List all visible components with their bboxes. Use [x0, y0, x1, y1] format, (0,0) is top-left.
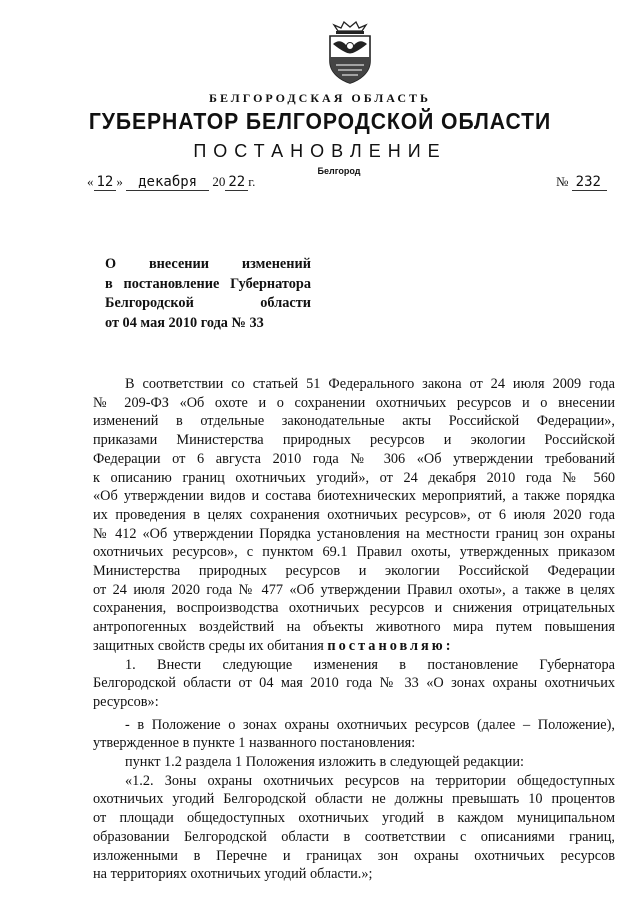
- title-line: Белгородской области: [105, 295, 311, 311]
- date-day: 12: [94, 174, 117, 191]
- body-line: Федерации от 6 августа 2010 года № 306 «Об утверждении требований: [93, 450, 615, 467]
- body-line: Белгородской области от 04 мая 2010 года № 33 «О зонах охраны охотничьих: [93, 675, 615, 692]
- body-line: от 24 июля 2020 года № 477 «Об утверждении Правил охоты», а также в целях: [93, 581, 615, 598]
- date-quote-open: «: [87, 174, 94, 189]
- body-line: на территориях охотничьих угодий области.»;: [93, 866, 373, 883]
- body-line: охотничьих ресурсов», с пунктом 69.1 Правил охоты, утвержденных приказом: [93, 544, 615, 561]
- body-line: № 209-ФЗ «Об охоте и о сохранении охотничьих ресурсов и о внесении: [93, 394, 615, 411]
- title-line: от 04 мая 2010 года № 33: [105, 314, 264, 331]
- date-year-suffix: 22: [225, 174, 248, 191]
- body-line: сохранения, воспроизводства охотничьих ресурсов и снижения отрицательных: [93, 600, 615, 617]
- date-quote-close: »: [116, 174, 123, 189]
- body-line: «Об утверждении видов и состава биотехнических мероприятий, а также порядка: [93, 488, 615, 505]
- coat-of-arms-emblem: [324, 21, 376, 85]
- region-name: БЕЛГОРОДСКАЯ ОБЛАСТЬ: [209, 91, 431, 105]
- issuing-authority: ГУБЕРНАТОР БЕЛГОРОДСКОЙ ОБЛАСТИ: [88, 108, 552, 134]
- document-type: ПОСТАНОВЛЕНИЕ: [193, 141, 447, 161]
- body-line: охотничьих угодий Белгородской области не должны превышать 10 процентов: [93, 791, 615, 808]
- body-line: ресурсов»:: [93, 693, 159, 710]
- body-line: В соответствии со статьей 51 Федерального закона от 24 июля 2009 года: [125, 376, 615, 392]
- body-line: № 412 «Об утверждении Порядка установления на местности границ зон охраны: [93, 525, 615, 542]
- body-line: изменений в отдельные законодательные акты Российской Федерации»,: [93, 413, 615, 430]
- body-line: их проведения в целях сохранения охотничьих ресурсов», от 6 июля 2020 года: [93, 506, 615, 523]
- body-line: защитных свойств среды их обитания: [93, 637, 324, 654]
- body-line: пункт 1.2 раздела 1 Положения изложить в следующей редакции:: [125, 754, 524, 771]
- decree-word: постановляю:: [327, 637, 454, 654]
- body-line: - в Положение о зонах охраны охотничьих ресурсов (далее – Положение),: [125, 716, 615, 733]
- title-line: О внесении изменений: [105, 256, 311, 272]
- body-line: изложенными в Перечне и границах зон охраны охотничьих ресурсов: [93, 847, 615, 864]
- number-value: 232: [572, 174, 607, 191]
- body-line: образовании Белгородской области в соответствии с описаниями границ,: [93, 828, 615, 845]
- body-line: утвержденное в пункте 1 названного постановления:: [93, 735, 416, 752]
- body-line: от площади общедоступных охотничьих угодий в каждом муниципальном: [93, 810, 615, 827]
- body-line: 1. Внести следующие изменения в постановление Губернатора: [125, 656, 615, 673]
- body-line: антропогенных воздействий на объекты животного мира путем повышения: [93, 619, 615, 636]
- title-line: в постановление Губернатора: [105, 275, 311, 292]
- body-line: приказами Министерства природных ресурсов и экологии Российской: [93, 432, 615, 449]
- number-sign: №: [556, 174, 569, 189]
- document-body: [93, 375, 615, 884]
- city-name: Белгород: [317, 166, 361, 176]
- body-line: «1.2. Зоны охраны охотничьих ресурсов на территории общедоступных: [125, 772, 615, 789]
- body-line-decree: [93, 637, 615, 656]
- date-year-abbr: г.: [248, 174, 256, 189]
- document-title: [105, 255, 311, 333]
- date-month: декабря: [126, 174, 209, 191]
- document-number: [556, 174, 607, 190]
- document-date: [87, 174, 255, 190]
- body-line: к описанию границ охотничьих угодий», от 24 декабря 2010 года № 560: [93, 469, 615, 486]
- body-line: Министерства природных ресурсов и экологии Российской Федерации: [93, 563, 615, 580]
- date-year-prefix: 20: [212, 174, 226, 189]
